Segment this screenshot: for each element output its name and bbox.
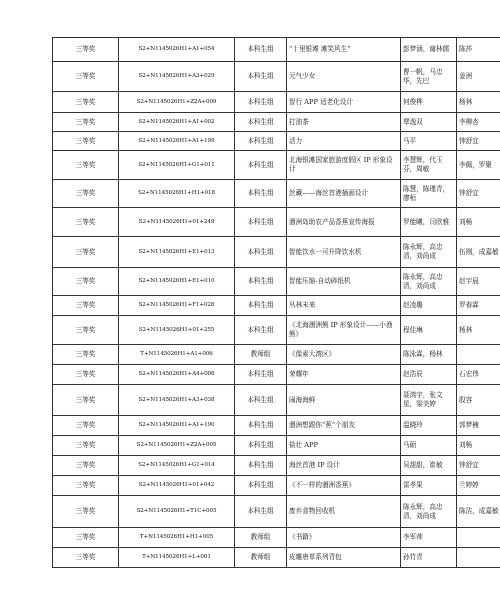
work-title-cell: 涠洲想跟你“蕉”个朋友	[287, 416, 401, 436]
group-cell: 本科生组	[235, 476, 287, 496]
entry-code-cell: S2+N1145026H1+H1+018	[119, 180, 235, 208]
award-cell: 三等奖	[53, 436, 119, 456]
group-cell: 本科生组	[235, 62, 287, 92]
tutor-cell	[457, 548, 500, 568]
award-cell: 三等奖	[53, 345, 119, 365]
tutor-cell: 钟舒宜	[457, 132, 500, 151]
tutor-cell: 郭梦楠	[457, 416, 500, 436]
work-title-cell: 《书籍》	[287, 528, 401, 548]
table-row	[53, 416, 500, 436]
authors-cell: 马硕	[401, 436, 457, 456]
table-row	[53, 208, 500, 237]
group-cell: 本科生组	[235, 416, 287, 436]
award-cell: 三等奖	[53, 38, 119, 62]
work-title-cell: 闹海海鲜	[287, 385, 401, 416]
table-row	[53, 92, 500, 113]
authors-cell: 吴甜甜，崔敏	[401, 456, 457, 476]
group-cell: 教师组	[235, 528, 287, 548]
work-title-cell: 涠洲岛助农产品香蕉宣传海报	[287, 208, 401, 237]
authors-cell: 雷孝果	[401, 476, 457, 496]
tutor-cell	[457, 528, 500, 548]
authors-cell: 赵浩辰	[401, 365, 457, 385]
authors-cell: 李军帅	[401, 528, 457, 548]
award-cell: 三等奖	[53, 180, 119, 208]
work-title-cell: 元气少女	[287, 62, 401, 92]
award-cell: 三等奖	[53, 62, 119, 92]
group-cell: 教师组	[235, 548, 287, 568]
work-title-cell: 丝藏——海丝首港插画设计	[287, 180, 401, 208]
authors-cell: 罗能曦，闫欣雅	[401, 208, 457, 237]
group-cell: 本科生组	[235, 296, 287, 316]
table-row	[53, 132, 500, 151]
entry-code-cell: S2+N1145026H1+Z2A+009	[119, 92, 235, 113]
tutor-cell: 刘畅	[457, 436, 500, 456]
work-title-cell: 皮雕唐草系列背包	[287, 548, 401, 568]
group-cell: 本科生组	[235, 436, 287, 456]
tutor-cell: 李柳杏	[457, 113, 500, 132]
table-row	[53, 436, 500, 456]
entry-code-cell: T+N1145026H1+L+001	[119, 548, 235, 568]
entry-code-cell: S2+N1145026H1+E1+013	[119, 237, 235, 268]
entry-code-cell: T+N1145026H1+A1+006	[119, 345, 235, 365]
group-cell: 本科生组	[235, 151, 287, 180]
entry-code-cell: S2+N1145026H1+A1+054	[119, 38, 235, 62]
entry-code-cell: S2+N1145026H1+G1+011	[119, 151, 235, 180]
award-cell: 三等奖	[53, 316, 119, 345]
authors-cell: 覃逸双	[401, 113, 457, 132]
table-row	[53, 268, 500, 296]
table-row	[53, 548, 500, 568]
work-title-cell: 智能压缩-自动碎纸机	[287, 268, 401, 296]
award-cell: 三等奖	[53, 496, 119, 528]
tutor-cell: 杨林	[457, 92, 500, 113]
work-title-cell: 《不一样的涠洲香蕉》	[287, 476, 401, 496]
tutor-cell: 兰婷婷	[457, 476, 500, 496]
table-row	[53, 528, 500, 548]
entry-code-cell: S2+N1145026H1+T1C+005	[119, 496, 235, 528]
award-cell: 三等奖	[53, 296, 119, 316]
group-cell: 本科生组	[235, 180, 287, 208]
group-cell: 本科生组	[235, 456, 287, 476]
work-title-cell: 荣耀年	[287, 365, 401, 385]
tutor-cell: 杨林	[457, 316, 500, 345]
authors-cell: 温晓玲	[401, 416, 457, 436]
table-row	[53, 316, 500, 345]
entry-code-cell: S2+N1145026H1+01+255	[119, 316, 235, 345]
entry-code-cell: S2+N1145026H1+Z2A+005	[119, 436, 235, 456]
tutor-cell: 罗春霖	[457, 296, 500, 316]
authors-cell: 彭梦涵，谢林儒	[401, 38, 457, 62]
work-title-cell: 《像素大湾区》	[287, 345, 401, 365]
authors-cell: 何俊桦	[401, 92, 457, 113]
award-cell: 三等奖	[53, 528, 119, 548]
tutor-cell: 赵宇晨	[457, 268, 500, 296]
award-cell: 三等奖	[53, 113, 119, 132]
tutor-cell: 伍刚，成嘉敏	[457, 237, 500, 268]
group-cell: 本科生组	[235, 92, 287, 113]
authors-cell: 陈永辉，高忠清，刘尚成	[401, 496, 457, 528]
authors-cell: 程佳琳	[401, 316, 457, 345]
work-title-cell: 活力	[287, 132, 401, 151]
award-table	[52, 37, 500, 568]
table-row	[53, 113, 500, 132]
award-table-body	[53, 38, 500, 568]
work-title-cell: 盐壮 APP	[287, 436, 401, 456]
table-row	[53, 365, 500, 385]
tutor-cell: 陈洁，成嘉敏	[457, 496, 500, 528]
table-row	[53, 456, 500, 476]
award-cell: 三等奖	[53, 548, 119, 568]
award-cell: 三等奖	[53, 385, 119, 416]
authors-cell: 孙竹青	[401, 548, 457, 568]
tutor-cell: 钟舒宜	[457, 180, 500, 208]
entry-code-cell: S2+N1145026H1+01+042	[119, 476, 235, 496]
table-row	[53, 38, 500, 62]
award-cell: 三等奖	[53, 416, 119, 436]
tutor-cell: 钟舒宜	[457, 456, 500, 476]
group-cell: 本科生组	[235, 237, 287, 268]
authors-cell: 李慧辉，代玉芬，周敏	[401, 151, 457, 180]
entry-code-cell: S2+N1145026H1+E1+010	[119, 268, 235, 296]
work-title-cell: 智能饮水一可升降饮水机	[287, 237, 401, 268]
award-cell: 三等奖	[53, 208, 119, 237]
authors-cell: 赵凌璐	[401, 296, 457, 316]
group-cell: 本科生组	[235, 385, 287, 416]
award-cell: 三等奖	[53, 237, 119, 268]
entry-code-cell: S2+N1145026H1+G1+014	[119, 456, 235, 476]
work-title-cell: 海丝首港 IP 设计	[287, 456, 401, 476]
group-cell: 本科生组	[235, 365, 287, 385]
tutor-cell	[457, 345, 500, 365]
entry-code-cell: S2+N1145026H1+A1+002	[119, 113, 235, 132]
award-cell: 三等奖	[53, 456, 119, 476]
tutor-cell: 殷容	[457, 385, 500, 416]
group-cell: 本科生组	[235, 268, 287, 296]
table-row	[53, 496, 500, 528]
tutor-cell: 陈莎	[457, 38, 500, 62]
work-title-cell: 《北海涠洲熊 IP 形象设计——小渔熊》	[287, 316, 401, 345]
tutor-cell: 李佩，罗聚	[457, 151, 500, 180]
group-cell: 本科生组	[235, 316, 287, 345]
table-row	[53, 151, 500, 180]
entry-code-cell: S2+N1145026H1+A3+038	[119, 385, 235, 416]
award-cell: 三等奖	[53, 92, 119, 113]
work-title-cell: 北海银滩国家旅游度假区 IP 形象设计	[287, 151, 401, 180]
entry-code-cell: S2+N1145026H1+F1+028	[119, 296, 235, 316]
authors-cell: 陈泳霖，杨林	[401, 345, 457, 365]
group-cell: 本科生组	[235, 208, 287, 237]
entry-code-cell: S2+N1145026H1+01+249	[119, 208, 235, 237]
award-cell: 三等奖	[53, 365, 119, 385]
authors-cell: 陈永辉，高忠清，刘尚成	[401, 237, 457, 268]
authors-cell: 曹一帆，马忠华，先巴	[401, 62, 457, 92]
work-title-cell: 丛林未来	[287, 296, 401, 316]
group-cell: 本科生组	[235, 38, 287, 62]
table-row	[53, 62, 500, 92]
table-row	[53, 476, 500, 496]
authors-cell: 陈慧，陈瑾青，廖桓	[401, 180, 457, 208]
work-title-cell: 废弃食物回收机	[287, 496, 401, 528]
authors-cell: 马平	[401, 132, 457, 151]
work-title-cell: 打油茶	[287, 113, 401, 132]
award-cell: 三等奖	[53, 132, 119, 151]
group-cell: 教师组	[235, 345, 287, 365]
award-cell: 三等奖	[53, 151, 119, 180]
award-cell: 三等奖	[53, 476, 119, 496]
table-row	[53, 385, 500, 416]
group-cell: 本科生组	[235, 496, 287, 528]
tutor-cell: 石宏伟	[457, 365, 500, 385]
work-title-cell: “十里银滩 滩笑风生”	[287, 38, 401, 62]
authors-cell: 陈永辉，高忠清，刘尚成	[401, 268, 457, 296]
entry-code-cell: S2+N1145026H1+A3+029	[119, 62, 235, 92]
award-table-page	[52, 37, 499, 568]
entry-code-cell: S2+N1145026H1+A1+199	[119, 132, 235, 151]
entry-code-cell: S2+N1145026H1+A1+190	[119, 416, 235, 436]
entry-code-cell: T+N1145026H1+H1+005	[119, 528, 235, 548]
group-cell: 本科生组	[235, 113, 287, 132]
award-cell: 三等奖	[53, 268, 119, 296]
entry-code-cell: S2+N1145026H1+A4+008	[119, 365, 235, 385]
work-title-cell: 智行 APP 适老化设计	[287, 92, 401, 113]
tutor-cell: 姜洲	[457, 62, 500, 92]
tutor-cell: 刘畅	[457, 208, 500, 237]
group-cell: 本科生组	[235, 132, 287, 151]
authors-cell: 聂鸿宇，张文星，梁美婷	[401, 385, 457, 416]
table-row	[53, 180, 500, 208]
table-row	[53, 237, 500, 268]
table-row	[53, 345, 500, 365]
table-row	[53, 296, 500, 316]
